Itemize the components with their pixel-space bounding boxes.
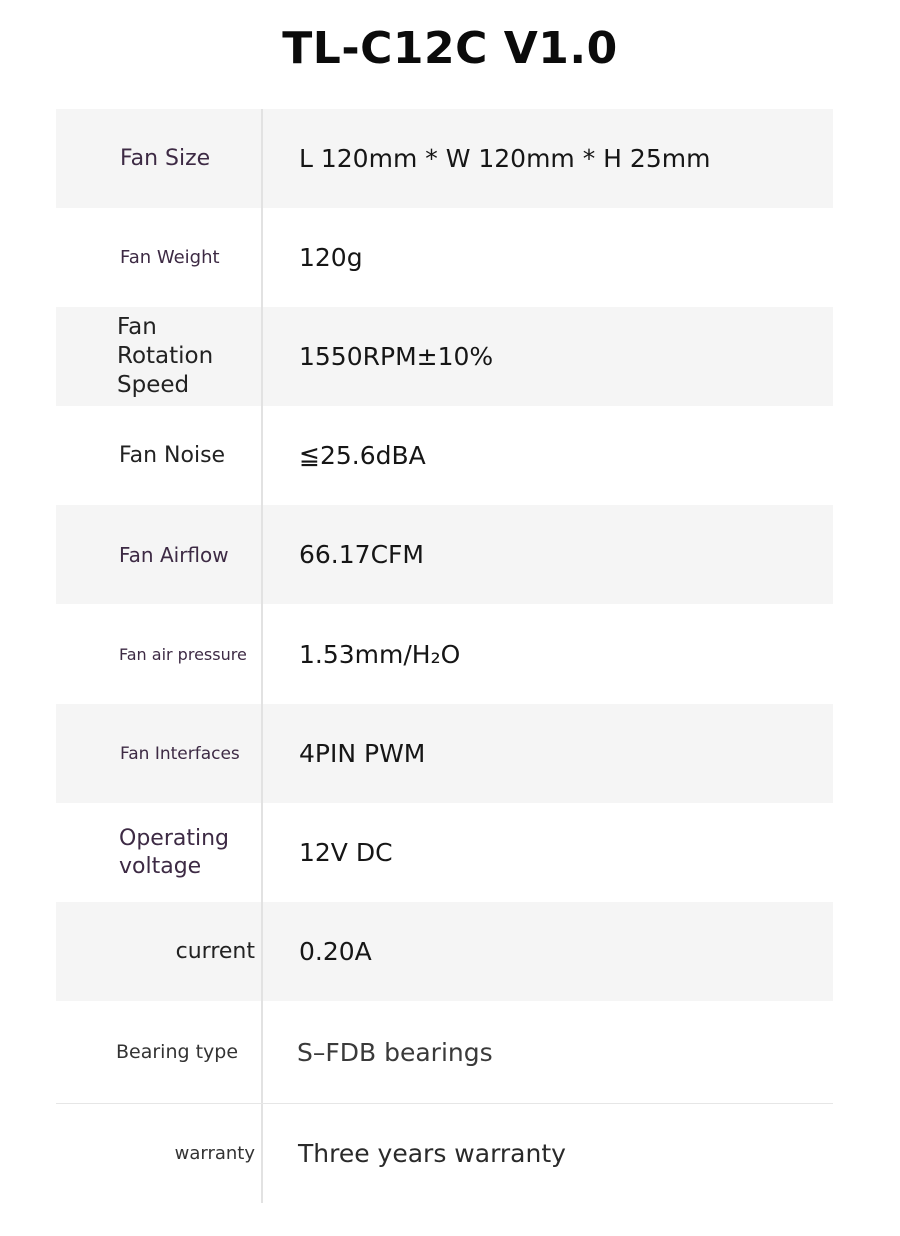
spec-row-operating-voltage [56,803,833,902]
spec-label-cell [56,1001,263,1103]
spec-label: Fan Weight [120,247,220,268]
spec-label-cell [56,1104,263,1203]
spec-row-fan-airflow [56,505,833,604]
spec-value: Three years warranty [298,1139,566,1168]
spec-value: 1.53mm/H₂O [299,639,461,669]
spec-label-cell [56,109,263,208]
spec-label: current [175,939,255,964]
spec-label: Bearing type [116,1041,239,1063]
spec-label: Fan Interfaces [120,743,240,764]
spec-label-cell [56,307,263,406]
spec-label: Fan Airflow [119,542,229,567]
spec-row-warranty [56,1103,833,1203]
spec-label-line: Operating [119,825,229,851]
spec-label-cell [56,505,263,604]
spec-value: S–FDB bearings [297,1037,493,1067]
spec-value: L 120mm * W 120mm * H 25mm [299,144,711,173]
spec-label-multiline [119,825,229,881]
spec-label-cell [56,902,263,1001]
spec-row-fan-noise [56,406,833,505]
spec-label-line: Speed [117,372,190,398]
spec-label: warranty [174,1143,255,1164]
spec-label-multiline [117,313,213,400]
spec-value: 120g [299,243,363,272]
page-title: TL-C12C V1.0 [282,23,618,74]
spec-table [56,109,833,1203]
spec-label: Fan air pressure [119,644,247,664]
spec-row-current [56,902,833,1001]
spec-label-line: voltage [119,853,202,879]
spec-row-fan-size [56,109,833,208]
spec-value: 66.17CFM [299,540,424,569]
spec-row-fan-weight [56,208,833,307]
spec-value: ≦25.6dBA [299,441,426,470]
spec-label-line: Fan [117,314,157,340]
spec-label-cell [56,604,263,704]
spec-label-cell [56,406,263,505]
spec-value: 12V DC [299,838,393,867]
spec-value: 0.20A [299,937,372,966]
spec-row-bearing-type [56,1001,833,1103]
spec-row-air-pressure [56,604,833,704]
spec-label-cell [56,704,263,803]
spec-value: 4PIN PWM [299,739,426,768]
spec-label-cell [56,208,263,307]
spec-value: 1550RPM±10% [299,342,494,371]
spec-label: Fan Noise [119,443,226,468]
spec-row-rotation-speed [56,307,833,406]
spec-row-fan-interfaces [56,704,833,803]
spec-label-line: Rotation [117,343,214,369]
spec-label: Fan Size [120,146,211,171]
spec-label-cell [56,803,263,902]
